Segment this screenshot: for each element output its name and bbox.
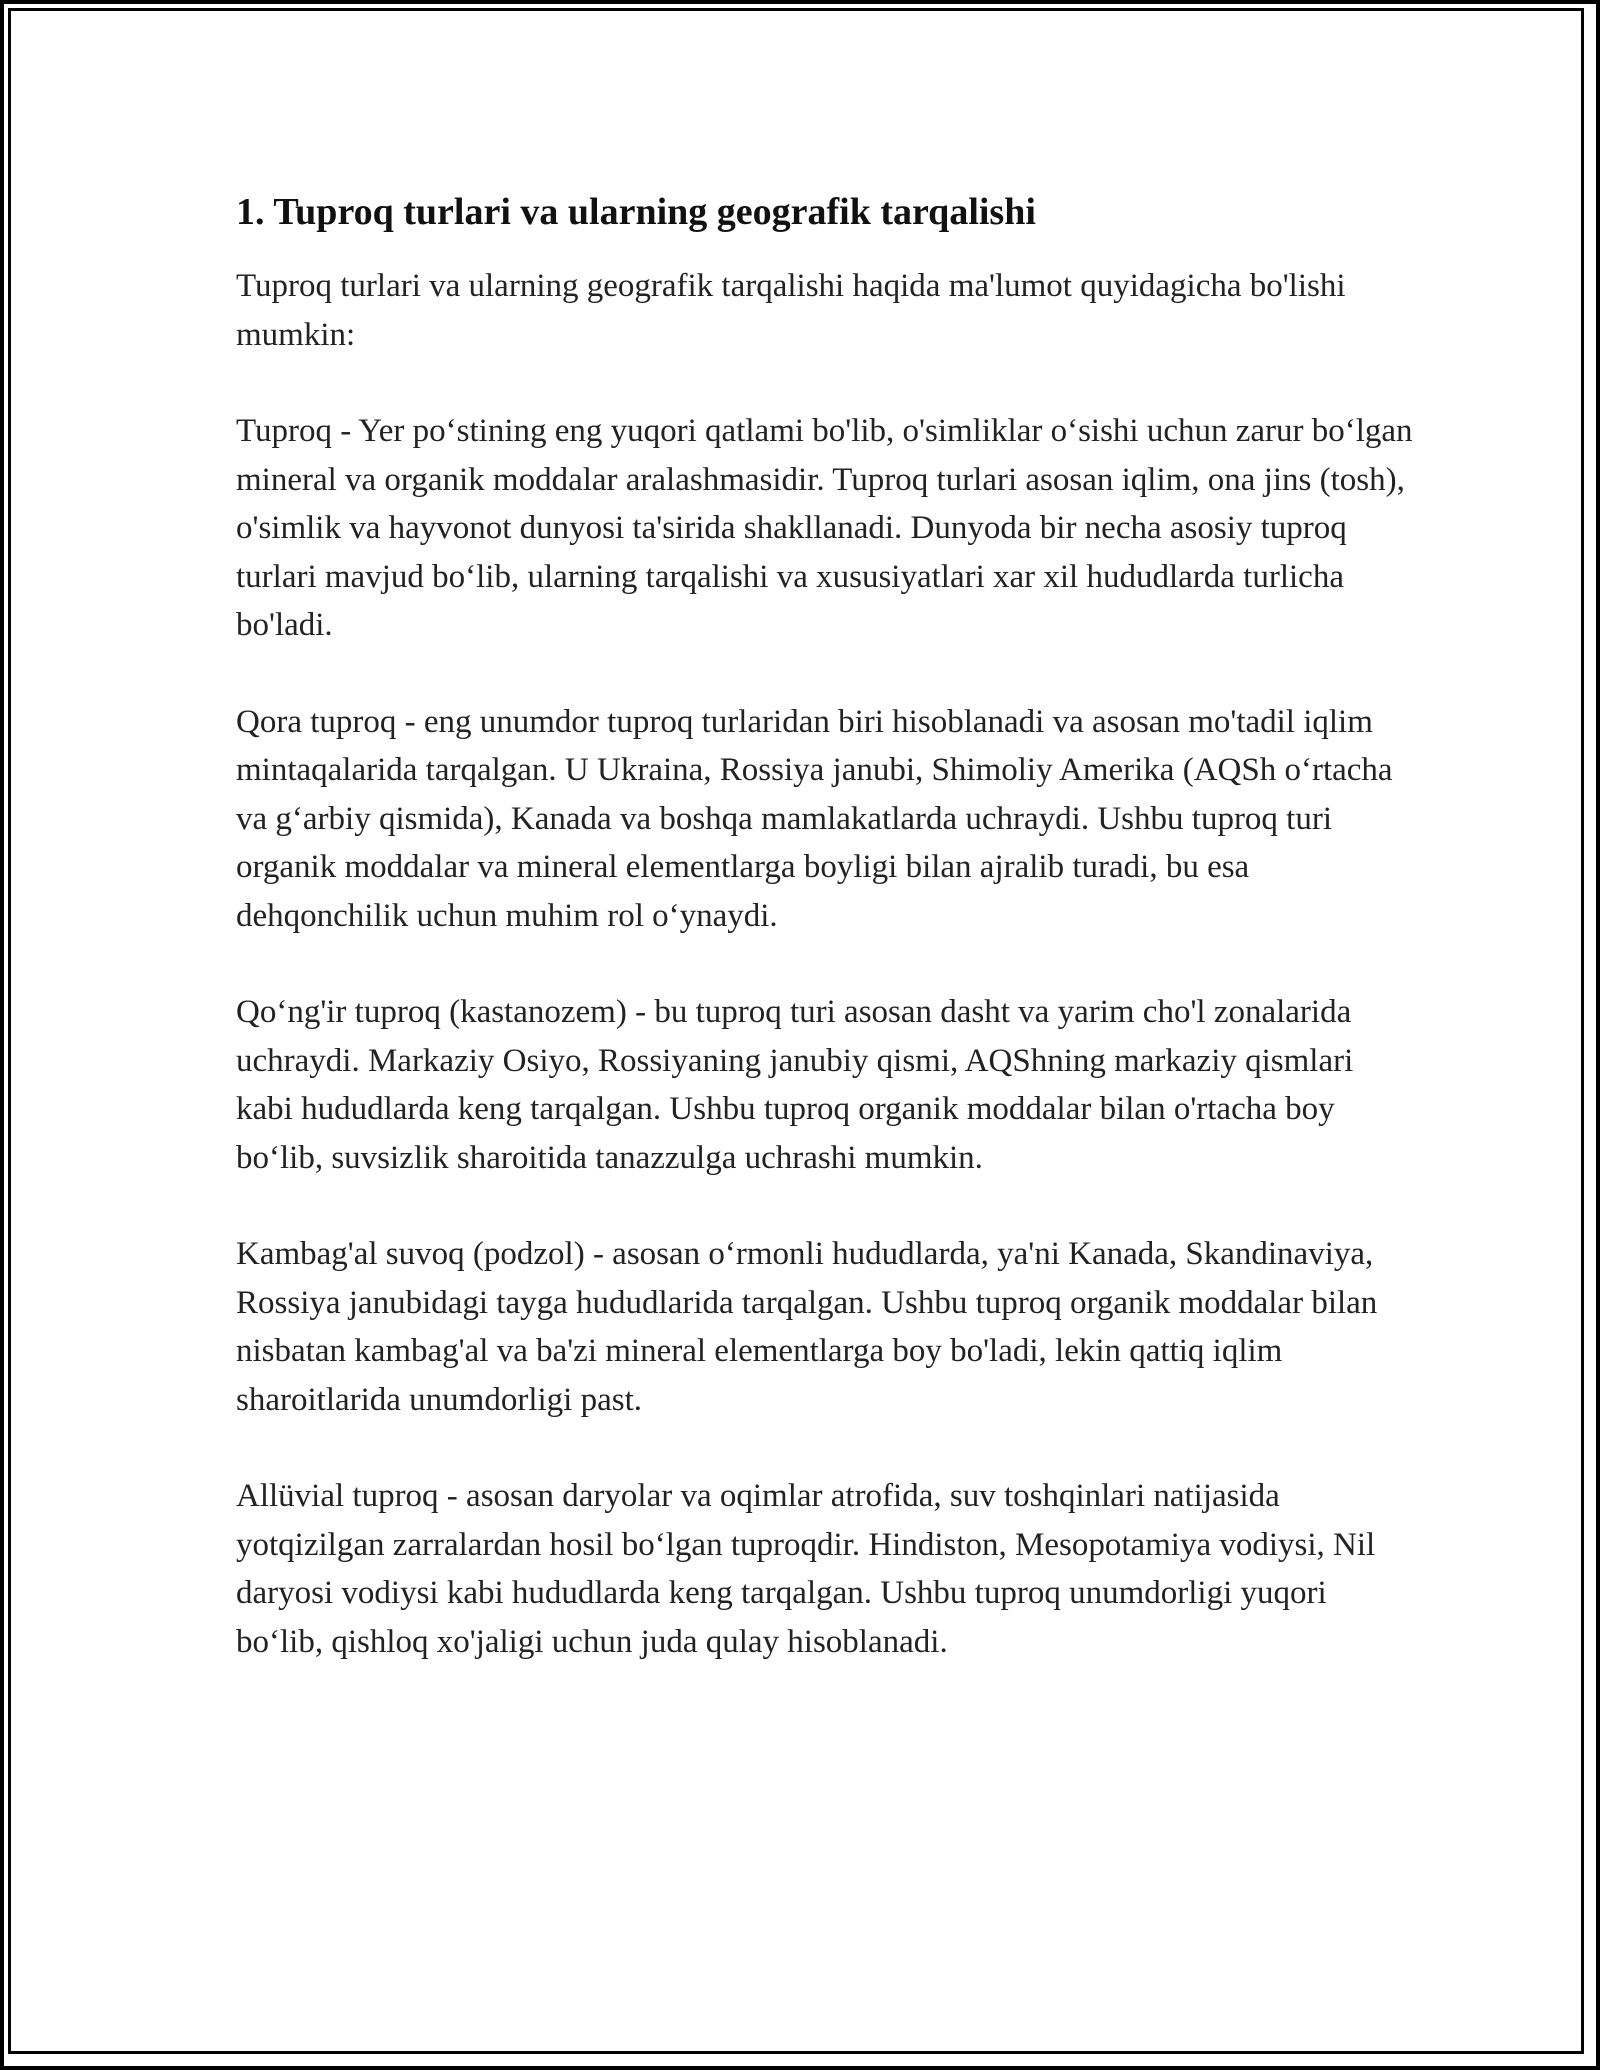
paragraph-podzol: Kambag'al suvoq (podzol) - asosan o‘rmonli hududlarda, ya'ni Kanada, Skandinaviya, Rossiya janubidagi tayga hududlarida tarqalgan. Ushbu tuproq organik moddalar bilan nisbatan kambag'al va ba'zi mineral elementlarga boy bo'ladi, lekin qattiq iqlim sharoitlarida unumdorligi past.	[236, 1236, 1378, 1418]
paragraph-tuproq-definition: Tuproq - Yer po‘stining eng yuqori qatlami bo'lib, o'simliklar o‘sishi uchun zarur bo‘lgan mineral va organik moddalar aralashmasidir. Tuproq turlari asosan iqlim, ona jins (tosh), o'simlik va hayvonot dunyosi ta'sirida shakllanadi. Dunyoda bir necha asosiy tuproq turlari mavjud bo‘lib, ularning tarqalishi va xususiyatlari xar xil hududlarda turlicha bo'ladi.	[236, 413, 1413, 643]
document-body	[236, 184, 1416, 1666]
section-heading: 1. Tuproq turlari va ularning geografik tarqalishi	[236, 191, 1036, 233]
paragraph-alluvial-tuproq: Allüvial tuproq - asosan daryolar va oqimlar atrofida, suv toshqinlari natijasida yotqizilgan zarralardan hosil bo‘lgan tuproqdir. Hindiston, Mesopotamiya vodiysi, Nil daryosi vodiysi kabi hududlarda keng tarqalgan. Ushbu tuproq unumdorligi yuqori bo‘lib, qishloq xo'jaligi uchun juda qulay hisoblanadi.	[236, 1478, 1376, 1660]
paragraph-qora-tuproq: Qora tuproq - eng unumdor tuproq turlaridan biri hisoblanadi va asosan mo'tadil iqlim mintaqalarida tarqalgan. U Ukraina, Rossiya janubi, Shimoliy Amerika (AQSh o‘rtacha va g‘arbiy qismida), Kanada va boshqa mamlakatlarda uchraydi. Ushbu tuproq turi organik moddalar va mineral elementlarga boyligi bilan ajralib turadi, bu esa dehqonchilik uchun muhim rol o‘ynaydi.	[236, 703, 1393, 934]
paragraph-qongir-tuproq: Qo‘ng'ir tuproq (kastanozem) - bu tuproq turi asosan dasht va yarim cho'l zonalarida uchraydi. Markaziy Osiyo, Rossiyaning janubiy qismi, AQShning markaziy qismlari kabi hududlarda keng tarqalgan. Ushbu tuproq organik moddalar bilan o'rtacha boy bo‘lib, suvsizlik sharoitida tanazzulga uchrashi mumkin.	[236, 994, 1354, 1176]
paragraph-intro: Tuproq turlari va ularning geografik tarqalishi haqida ma'lumot quyidagicha bo'lishi mumkin:	[236, 268, 1346, 353]
